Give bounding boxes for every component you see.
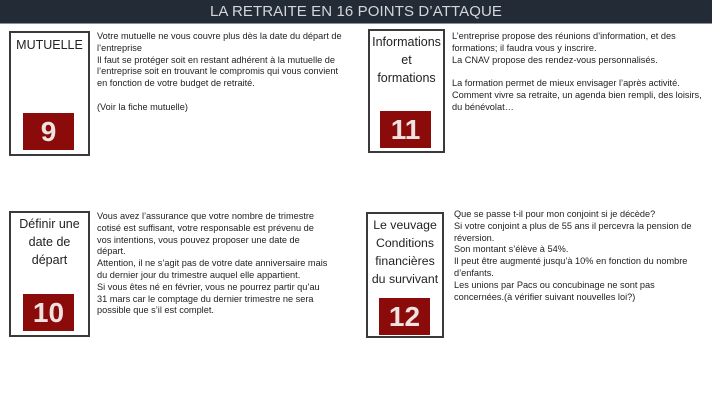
paragraph: La formation permet de mieux envisager l’après activité. Comment vivre sa retraite, un agenda bien rempli, des loisirs, du bénévolat… — [452, 78, 702, 112]
slide-title: LA RETRAITE EN 16 POINTS D’ATTAQUE — [209, 3, 503, 20]
point-label-box-mutuelle — [9, 31, 90, 156]
point-description-mutuelle — [97, 31, 347, 114]
paragraph: La CNAV propose des rendez-vous personnalisés. — [452, 54, 658, 65]
paragraph: Attention, il ne s’agit pas de votre date anniversaire mais du dernier jour du trimestre auquel elle appartient. — [97, 258, 328, 280]
paragraph: Que se passe t-il pour mon conjoint si je décède? — [454, 209, 656, 219]
paragraph: Si votre conjoint a plus de 55 ans il percevra la pension de réversion. — [454, 220, 692, 243]
point-label-box-informations — [368, 29, 445, 153]
point-number: 9 — [40, 115, 57, 147]
paragraph: Il peut être augmenté jusqu’à 10% en fonction du nombre d’enfants. — [454, 256, 688, 278]
point-number-badge — [379, 298, 430, 335]
point-label-box-date-depart — [9, 211, 90, 337]
paragraph: (Voir la fiche mutuelle) — [97, 101, 188, 112]
paragraph-spacer — [452, 66, 702, 78]
point-label: Informations et formations — [372, 35, 441, 85]
paragraph: Il faut se protéger soit en restant adhérent à la mutuelle de l’entreprise soit en trouvant le compromis qui vous convient en fonction de votre budget de retraité. — [97, 54, 339, 89]
point-label-box-veuvage — [366, 212, 444, 338]
point-description-informations — [452, 31, 702, 114]
paragraph-spacer — [97, 90, 347, 102]
paragraph: Vous avez l’assurance que votre nombre de trimestre cotisé est suffisant, votre responsable est prévenu de vos intentions, vous pouvez proposer une date de départ. — [97, 211, 315, 257]
point-description-date-depart — [97, 211, 329, 317]
paragraph: Si vous êtes né en février, vous ne pourrez partir qu’au 31 mars car le comptage du dernier trimestre ne sera possible que s’il est complet. — [97, 281, 320, 316]
point-number-badge — [23, 294, 74, 331]
paragraph: Votre mutuelle ne vous couvre plus dès la date du départ de l’entreprise — [97, 31, 342, 53]
point-label: Le veuvage Conditions financières du survivant — [371, 218, 439, 286]
paragraph: Les unions par Pacs ou concubinage ne sont pas concernées.(à vérifier suivant nouvelles loi?) — [454, 279, 655, 302]
point-label: Définir une date de départ — [19, 217, 80, 267]
paragraph: L’entreprise propose des réunions d’information, et des formations; il faudra vous y inscrire. — [452, 31, 676, 53]
point-number: 11 — [390, 113, 421, 145]
point-number: 10 — [32, 296, 65, 328]
point-number-badge — [23, 113, 74, 150]
paragraph: Son montant s’élève à 54%. — [454, 244, 569, 255]
point-number: 12 — [388, 300, 421, 332]
point-description-veuvage — [454, 209, 694, 303]
slide-header — [0, 0, 712, 24]
point-label: MUTUELLE — [16, 38, 83, 52]
point-number-badge — [380, 111, 431, 148]
